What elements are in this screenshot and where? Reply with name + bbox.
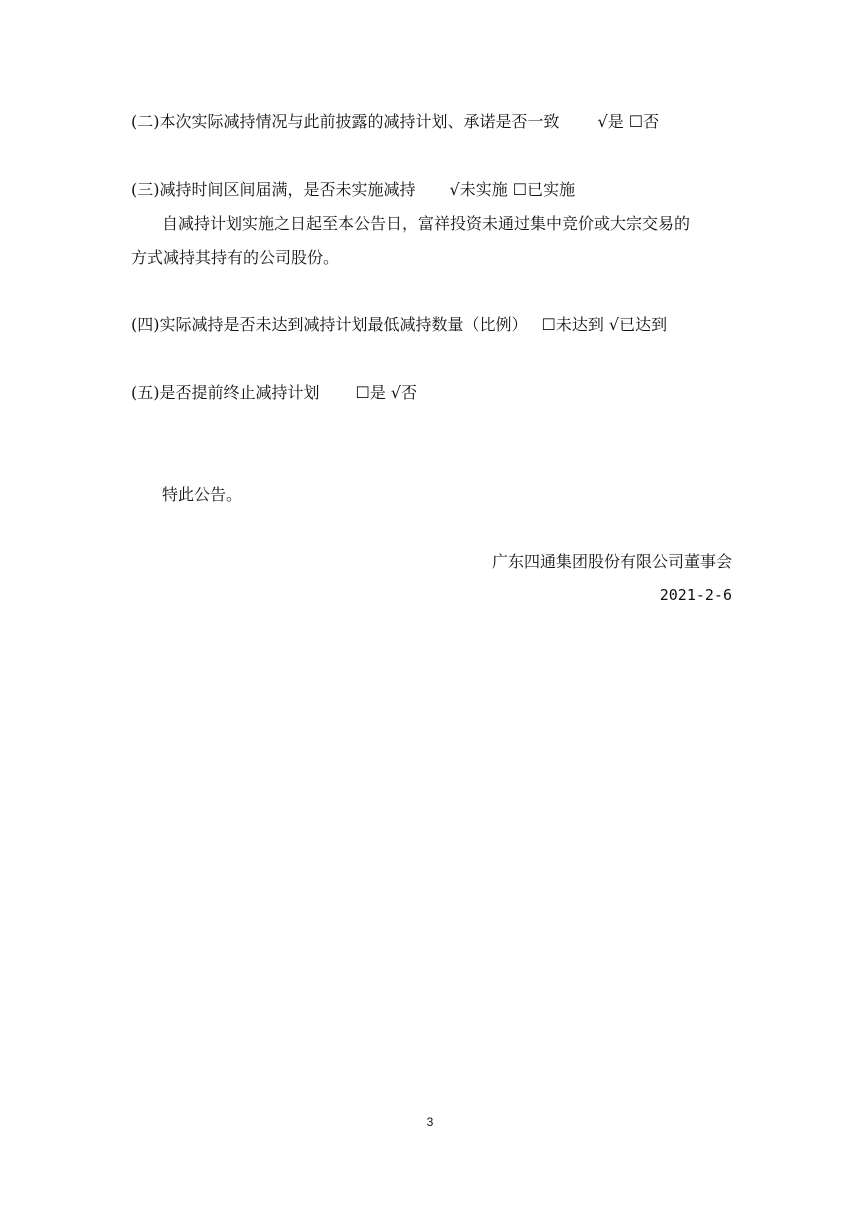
detail-paragraph-line-1: 自减持计划实施之日起至本公告日，富祥投资未通过集中竞价或大宗交易的	[162, 214, 691, 233]
closing-statement: 特此公告。	[162, 485, 243, 504]
item-early-termination	[131, 383, 417, 403]
item-consistency-label: (二)本次实际减持情况与此前披露的减持计划、承诺是否一致	[131, 112, 560, 131]
item-consistency-options: √是 ☐否	[597, 112, 660, 131]
item-minimum-reached-options: ☐未达到 √已达到	[541, 315, 668, 334]
item-early-termination-label: (五)是否提前终止减持计划	[131, 383, 320, 402]
item-minimum-reached-label: (四)实际减持是否未达到减持计划最低减持数量（比例）	[131, 315, 528, 334]
signature-organization: 广东四通集团股份有限公司董事会	[491, 552, 732, 571]
detail-paragraph-line-2: 方式减持其持有的公司股份。	[131, 248, 340, 267]
item-early-termination-options: ☐是 √否	[355, 383, 418, 402]
signature-date: 2021-2-6	[659, 586, 732, 604]
item-not-implemented	[131, 180, 575, 200]
item-not-implemented-label: (三)减持时间区间届满，是否未实施减持	[131, 180, 416, 199]
item-minimum-reached	[131, 315, 667, 335]
page-number: 3	[426, 1115, 434, 1129]
item-not-implemented-options: √未实施 ☐已实施	[449, 180, 576, 199]
item-consistency	[131, 112, 659, 132]
